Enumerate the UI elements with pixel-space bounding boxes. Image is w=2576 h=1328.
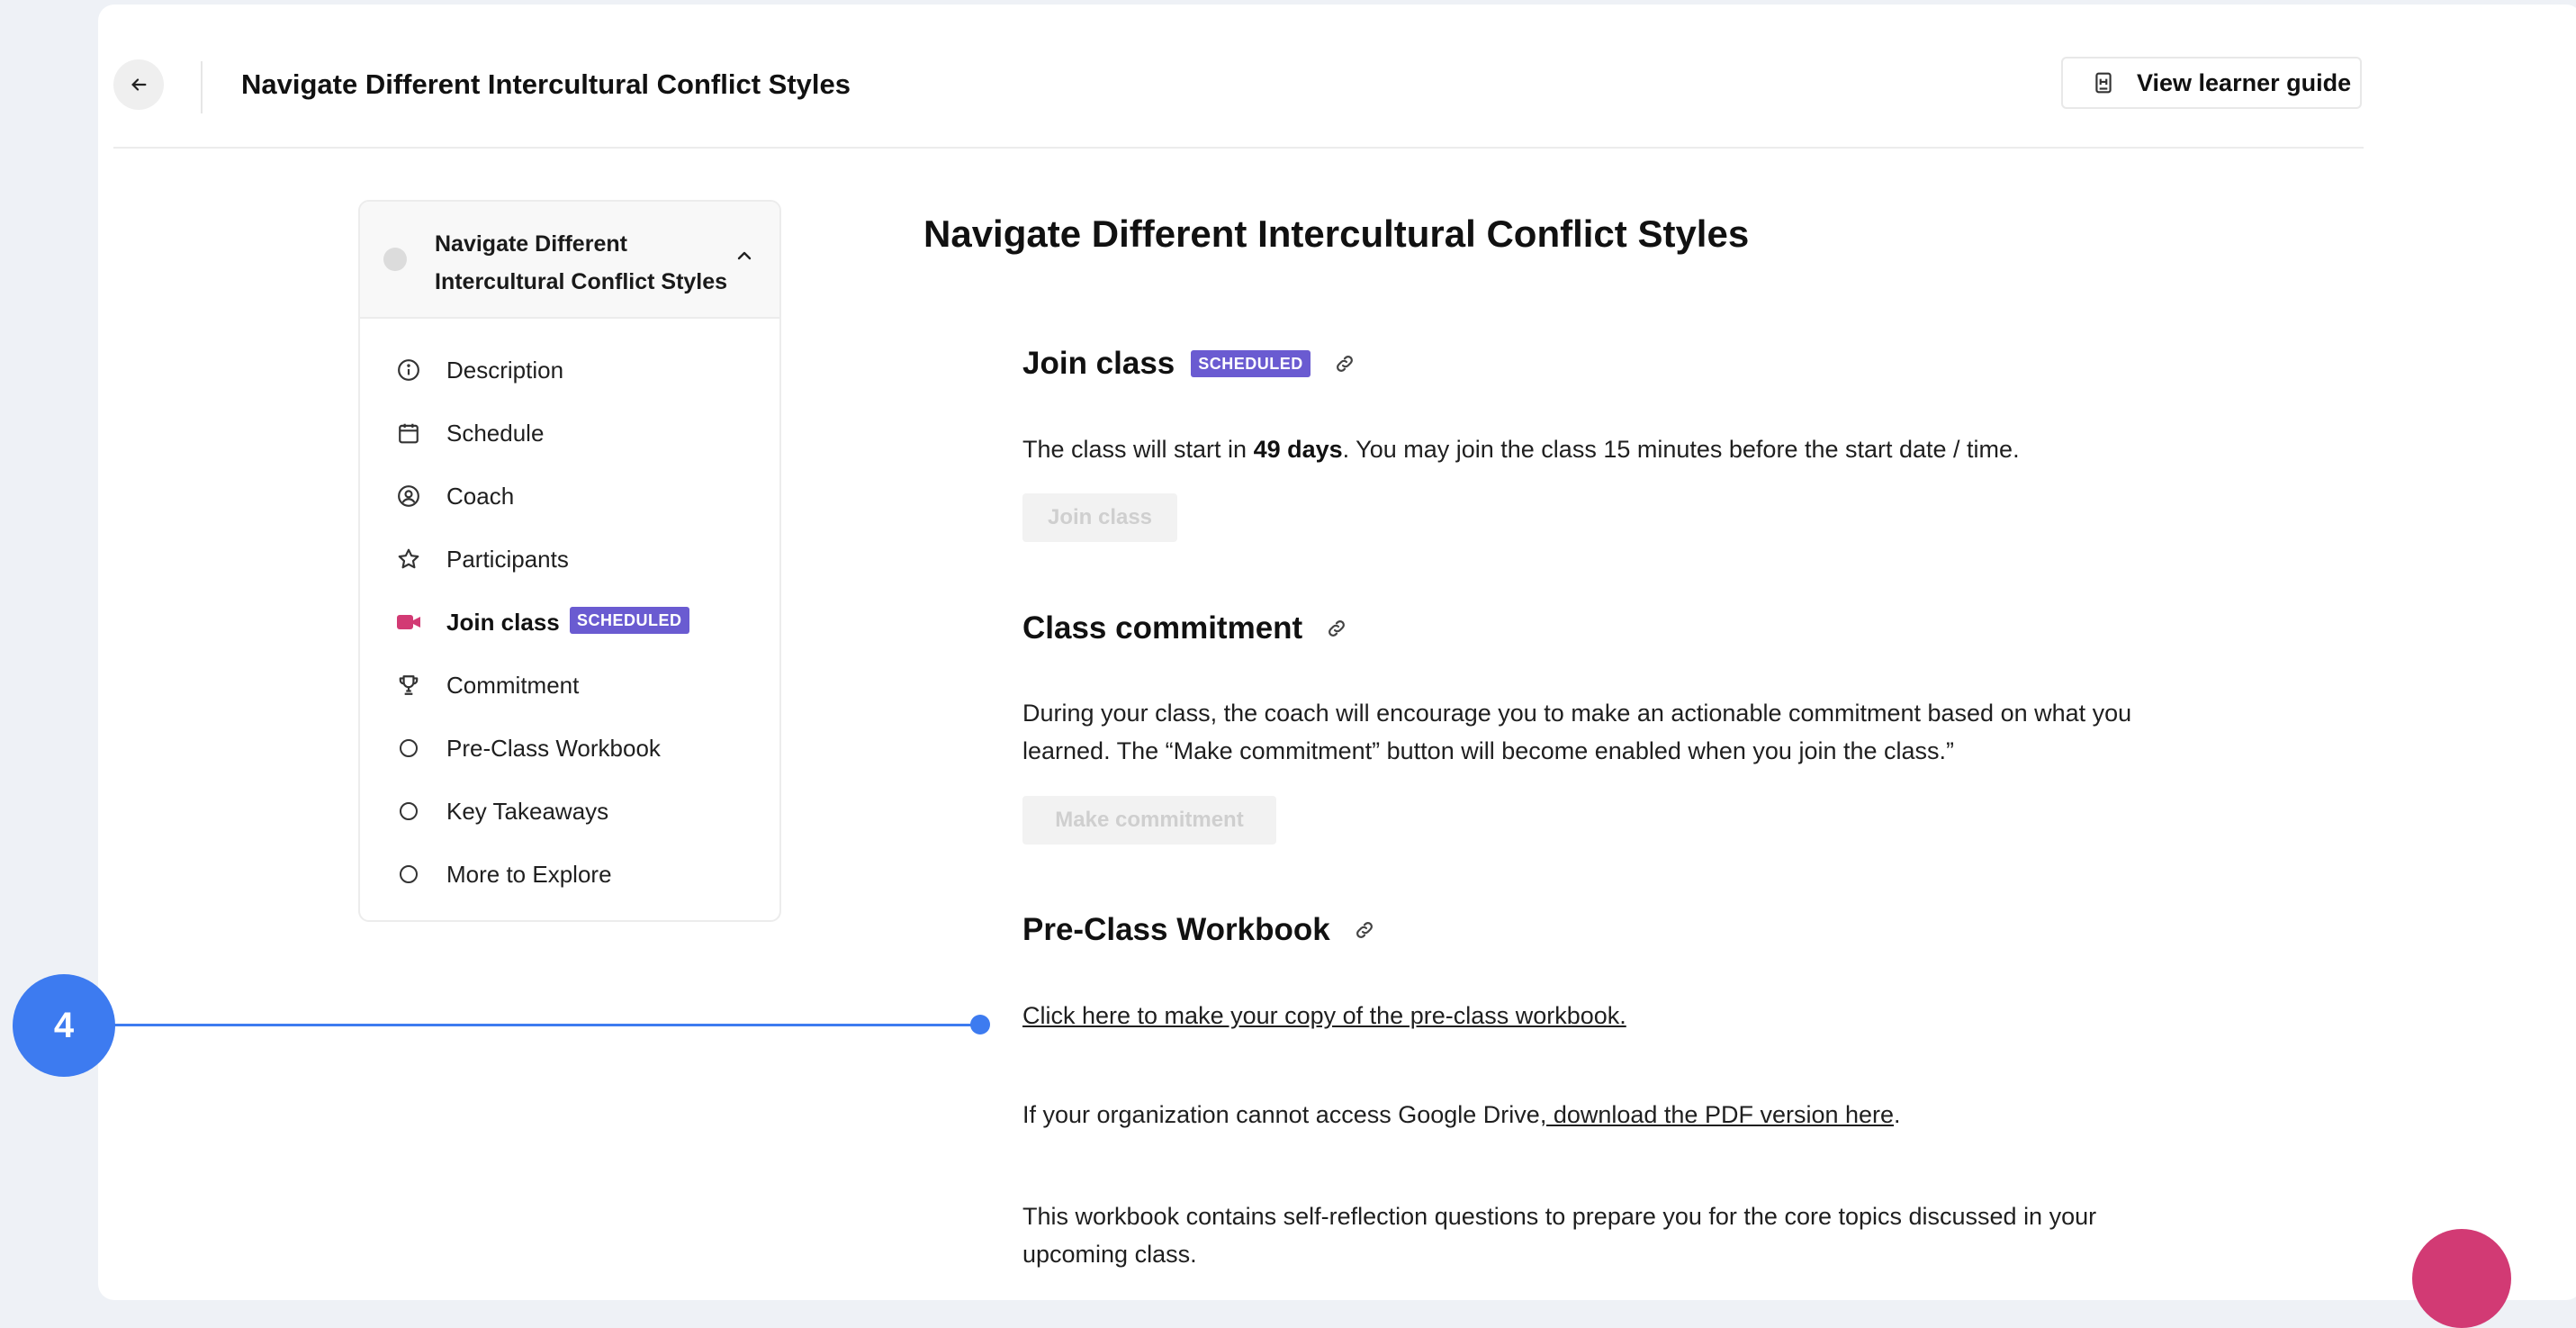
header-divider [201,61,203,113]
link-icon[interactable] [1326,618,1347,639]
join-text-before: The class will start in [1022,436,1254,463]
pre-class-workbook-heading [1022,912,1375,948]
sidebar-item-coach[interactable] [360,465,779,528]
trophy-icon [396,673,421,698]
make-commitment-button[interactable]: Make commitment [1022,796,1276,845]
join-text-after: . You may join the class 15 minutes before the start date / time. [1342,436,2020,463]
join-class-text [1022,430,2020,468]
sidebar-item-label: Description [446,357,564,384]
pdf-text-after: . [1894,1101,1901,1128]
help-fab-button[interactable] [2412,1229,2511,1328]
link-icon[interactable] [1334,353,1356,375]
status-badge: SCHEDULED [570,607,689,634]
pre-class-workbook-heading-text: Pre-Class Workbook [1022,912,1330,947]
sidebar-item-label: Schedule [446,420,545,447]
sidebar-item-description[interactable] [360,339,779,402]
chevron-up-icon[interactable] [734,245,755,267]
user-circle-icon [396,483,421,509]
star-icon [396,547,421,572]
view-learner-guide-button[interactable] [2061,57,2362,109]
back-button[interactable] [113,59,164,110]
workbook-copy-paragraph [1022,997,1626,1034]
sidebar-item-label: Coach [446,483,515,510]
sidebar-item-label: Key Takeaways [446,798,609,825]
header-rule [113,147,2364,149]
sidebar [358,200,781,922]
circle-icon [396,799,421,824]
sidebar-item-participants[interactable] [360,528,779,591]
annotation-dot [970,1015,990,1034]
pdf-text-before: If your organization cannot access Google Drive [1022,1101,1540,1128]
workbook-copy-link[interactable]: Click here to make your copy of the pre-class workbook. [1022,1002,1626,1029]
sidebar-item-key-takeaways[interactable] [360,780,779,843]
class-commitment-heading-text: Class commitment [1022,610,1303,646]
video-camera-icon [396,610,421,635]
sidebar-item-join-class[interactable] [360,591,779,654]
sidebar-item-label: Commitment [446,672,580,699]
view-learner-guide-label: View learner guide [2137,68,2352,96]
annotation-line [113,1024,981,1026]
sidebar-item-label: Join class [446,609,560,636]
sidebar-item-label: Participants [446,546,569,573]
annotation-marker: 4 [13,974,115,1077]
page-title: Navigate Different Intercultural Conflict Styles [241,68,851,100]
status-badge: SCHEDULED [1191,350,1311,377]
link-icon[interactable] [1354,919,1375,941]
sidebar-item-pre-class-workbook[interactable] [360,717,779,780]
days-count: 49 days [1253,436,1343,463]
arrow-left-icon [129,75,149,95]
circle-icon [396,736,421,761]
sidebar-item-commitment[interactable] [360,654,779,717]
join-class-heading-text: Join class [1022,346,1175,381]
sidebar-item-more-to-explore[interactable] [360,843,779,906]
pdf-download-link[interactable]: , download the PDF version here [1539,1101,1895,1128]
content-title: Navigate Different Intercultural Conflict Styles [923,212,1750,255]
sidebar-title: Navigate Different Intercultural Conflict Styles [435,231,728,294]
join-class-button[interactable]: Join class [1022,493,1177,542]
sidebar-item-label: More to Explore [446,861,612,888]
book-icon [2090,69,2117,96]
info-icon [396,357,421,383]
join-class-heading [1022,346,1356,382]
sidebar-header [360,202,779,319]
sidebar-list [360,339,779,906]
workbook-description: This workbook contains self-reflection questions to prepare you for the core topics discussed in your upcoming class. [1022,1203,2097,1268]
sidebar-item-schedule[interactable] [360,402,779,465]
calendar-icon [396,420,421,446]
sidebar-item-label: Pre-Class Workbook [446,735,661,762]
class-commitment-heading [1022,610,1347,646]
commitment-text: During your class, the coach will encourage you to make an actionable commitment based on what you learned. The “Make commitment” button will become enabled when you join the class.” [1022,700,2132,764]
progress-dot [383,248,407,271]
pdf-paragraph [1022,1096,1901,1134]
circle-icon [396,862,421,887]
